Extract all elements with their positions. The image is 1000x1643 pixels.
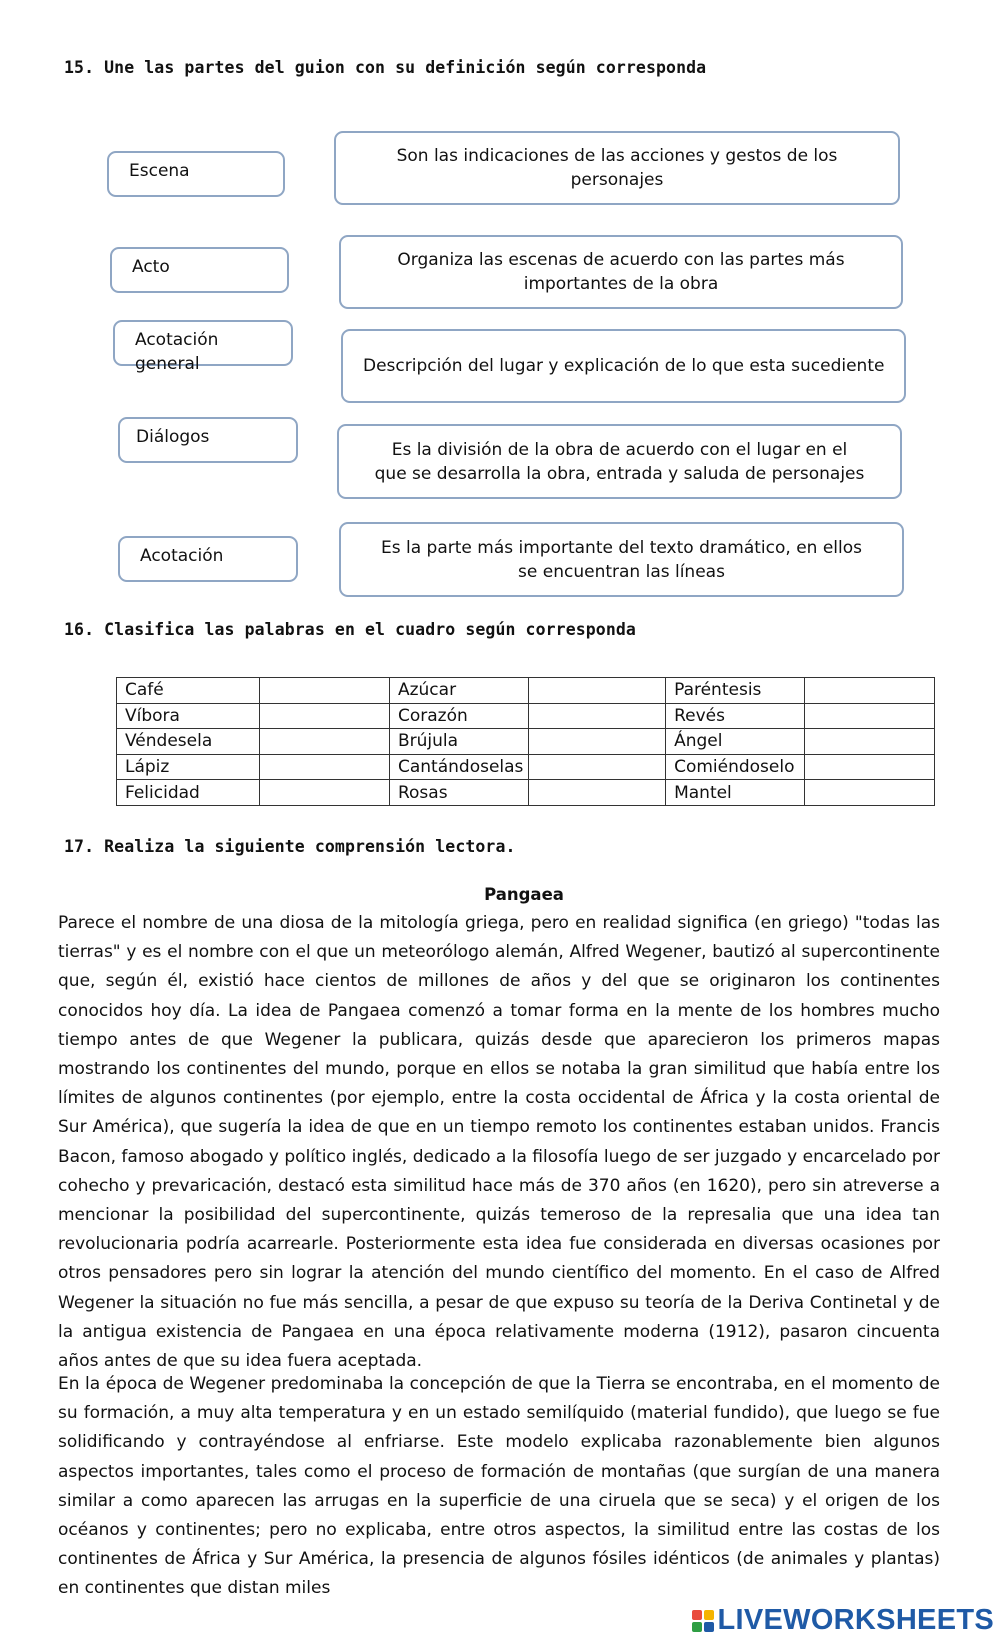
- term-label: Diálogos: [136, 427, 210, 447]
- term-box-acotacion-general[interactable]: [113, 320, 293, 374]
- liveworksheets-logo: [692, 1604, 995, 1637]
- answer-cell[interactable]: [260, 754, 390, 780]
- table-row: [117, 780, 935, 806]
- word-cell: Víbora: [117, 703, 260, 729]
- word-cell: Cantándoselas: [389, 754, 528, 780]
- word-cell: Azúcar: [389, 678, 528, 704]
- word-cell: Ángel: [666, 729, 805, 755]
- answer-cell[interactable]: [805, 754, 935, 780]
- definition-box-3[interactable]: [341, 329, 906, 403]
- definition-text: Es la parte más importante del texto dramático, en ellos se encuentran las líneas: [380, 537, 862, 582]
- word-cell: Lápiz: [117, 754, 260, 780]
- answer-cell[interactable]: [805, 780, 935, 806]
- answer-cell[interactable]: [805, 678, 935, 704]
- reading-paragraph-1: Parece el nombre de una diosa de la mitología griega, pero en realidad significa (en griego) "todas las tierras" y es el nombre con el que un meteorólogo alemán, Alfred Wegener, bautizó al supercontinente que, según él, existió hace cientos de millones de años y del que se originaron los continentes conocidos hoy día. La idea de Pangaea comenzó a tomar forma en la mente de los hombres mucho tiempo antes de que Wegener la publicara, quizás desde que aparecieron los primeros mapas mostrando los continentes del mundo, porque en ellos se notaba la gran similitud que había entre los límites de algunos continentes (por ejemplo, entre la costa occidental de África y la costa oriental de Sur América), que sugería la idea de que en un tiempo remoto los continentes estaban unidos. Francis Bacon, famoso abogado y político inglés, dedicado a la filosofía luego de ser juzgado y encarcelado por cohecho y prevaricación, destacó esta similitud hace más de 370 años (en 1620), pero sin atreverse a mencionar la posibilidad del supercontinente, quizás temeroso de la represalia que una idea tan revolucionaria podría acarrearle. Posteriormente esta idea fue considerada en diversas ocasiones por otros pensadores pero sin lograr la atención del mundo científico del momento. En el caso de Alfred Wegener la situación no fue más sencilla, a pesar de que expuso su teoría de la Deriva Continetal y de la antigua existencia de Pangaea en una época relativamente moderna (1912), pasaron cincuenta años antes de que su idea fuera aceptada.: [58, 913, 940, 1372]
- answer-cell[interactable]: [529, 754, 666, 780]
- answer-cell[interactable]: [805, 729, 935, 755]
- word-cell: Corazón: [389, 703, 528, 729]
- answer-cell[interactable]: [529, 678, 666, 704]
- answer-cell[interactable]: [260, 703, 390, 729]
- word-cell: Véndesela: [117, 729, 260, 755]
- table-row: [117, 703, 935, 729]
- definition-box-4[interactable]: [337, 424, 902, 499]
- answer-cell[interactable]: [529, 729, 666, 755]
- definition-text: Descripción del lugar y explicación de lo que esta sucediente: [363, 356, 885, 376]
- definition-text: Organiza las escenas de acuerdo con las partes más importantes de la obra: [397, 250, 845, 294]
- word-cell: Paréntesis: [666, 678, 805, 704]
- answer-cell[interactable]: [260, 678, 390, 704]
- term-box-acto[interactable]: [110, 247, 289, 293]
- word-cell: Brújula: [389, 729, 528, 755]
- definition-text: Es la división de la obra de acuerdo con el lugar en el que se desarrolla la obra, entrada y saluda de personajes: [374, 439, 865, 484]
- answer-cell[interactable]: [529, 703, 666, 729]
- table-row: [117, 678, 935, 704]
- term-label: Acotación general: [135, 330, 219, 374]
- q16-heading: 16. Clasifica las palabras en el cuadro según corresponda: [64, 620, 636, 639]
- classification-table: [116, 677, 935, 806]
- q17-heading: 17. Realiza la siguiente comprensión lectora.: [64, 837, 516, 856]
- term-label: Acto: [132, 257, 170, 277]
- word-cell: Café: [117, 678, 260, 704]
- term-box-dialogos[interactable]: [118, 417, 298, 463]
- table-row: [117, 754, 935, 780]
- answer-cell[interactable]: [805, 703, 935, 729]
- answer-cell[interactable]: [260, 729, 390, 755]
- word-cell: Felicidad: [117, 780, 260, 806]
- definition-text: Son las indicaciones de las acciones y gestos de los personajes: [396, 146, 838, 190]
- logo-text: LIVEWORKSHEETS: [717, 1604, 994, 1636]
- word-cell: Revés: [666, 703, 805, 729]
- word-cell: Mantel: [666, 780, 805, 806]
- table-row: [117, 729, 935, 755]
- word-cell: Rosas: [389, 780, 528, 806]
- reading-paragraph-2: En la época de Wegener predominaba la concepción de que la Tierra se encontraba, en el momento de su formación, a muy alta temperatura y en un estado semilíquido (material fundido), que luego se fue solidificando y contrayéndose al enfriarse. Este modelo explicaba razonablemente bien algunos aspectos importantes, tales como el proceso de formación de montañas (que surgían de una manera similar a como aparecen las arrugas en la superficie de una ciruela que se seca) y el origen de los océanos y continentes; pero no explicaba, entre otros aspectos, la similitud entre las costas de los continentes de África y Sur América, la presencia de algunos fósiles idénticos (de animales y plantas) en continentes que distan miles: [58, 1374, 940, 1599]
- term-label: Escena: [129, 161, 190, 181]
- definition-box-2[interactable]: [339, 235, 903, 309]
- term-box-escena[interactable]: [107, 151, 285, 197]
- term-box-acotacion[interactable]: [118, 536, 298, 582]
- answer-cell[interactable]: [529, 780, 666, 806]
- word-cell: Comiéndoselo: [666, 754, 805, 780]
- definition-box-5[interactable]: [339, 522, 904, 597]
- term-label: Acotación: [140, 546, 224, 566]
- reading-title: Pangaea: [484, 885, 564, 904]
- logo-blocks-icon: [692, 1610, 714, 1632]
- definition-box-1[interactable]: [334, 131, 900, 205]
- q15-heading: 15. Une las partes del guion con su definición según corresponda: [64, 58, 707, 77]
- answer-cell[interactable]: [260, 780, 390, 806]
